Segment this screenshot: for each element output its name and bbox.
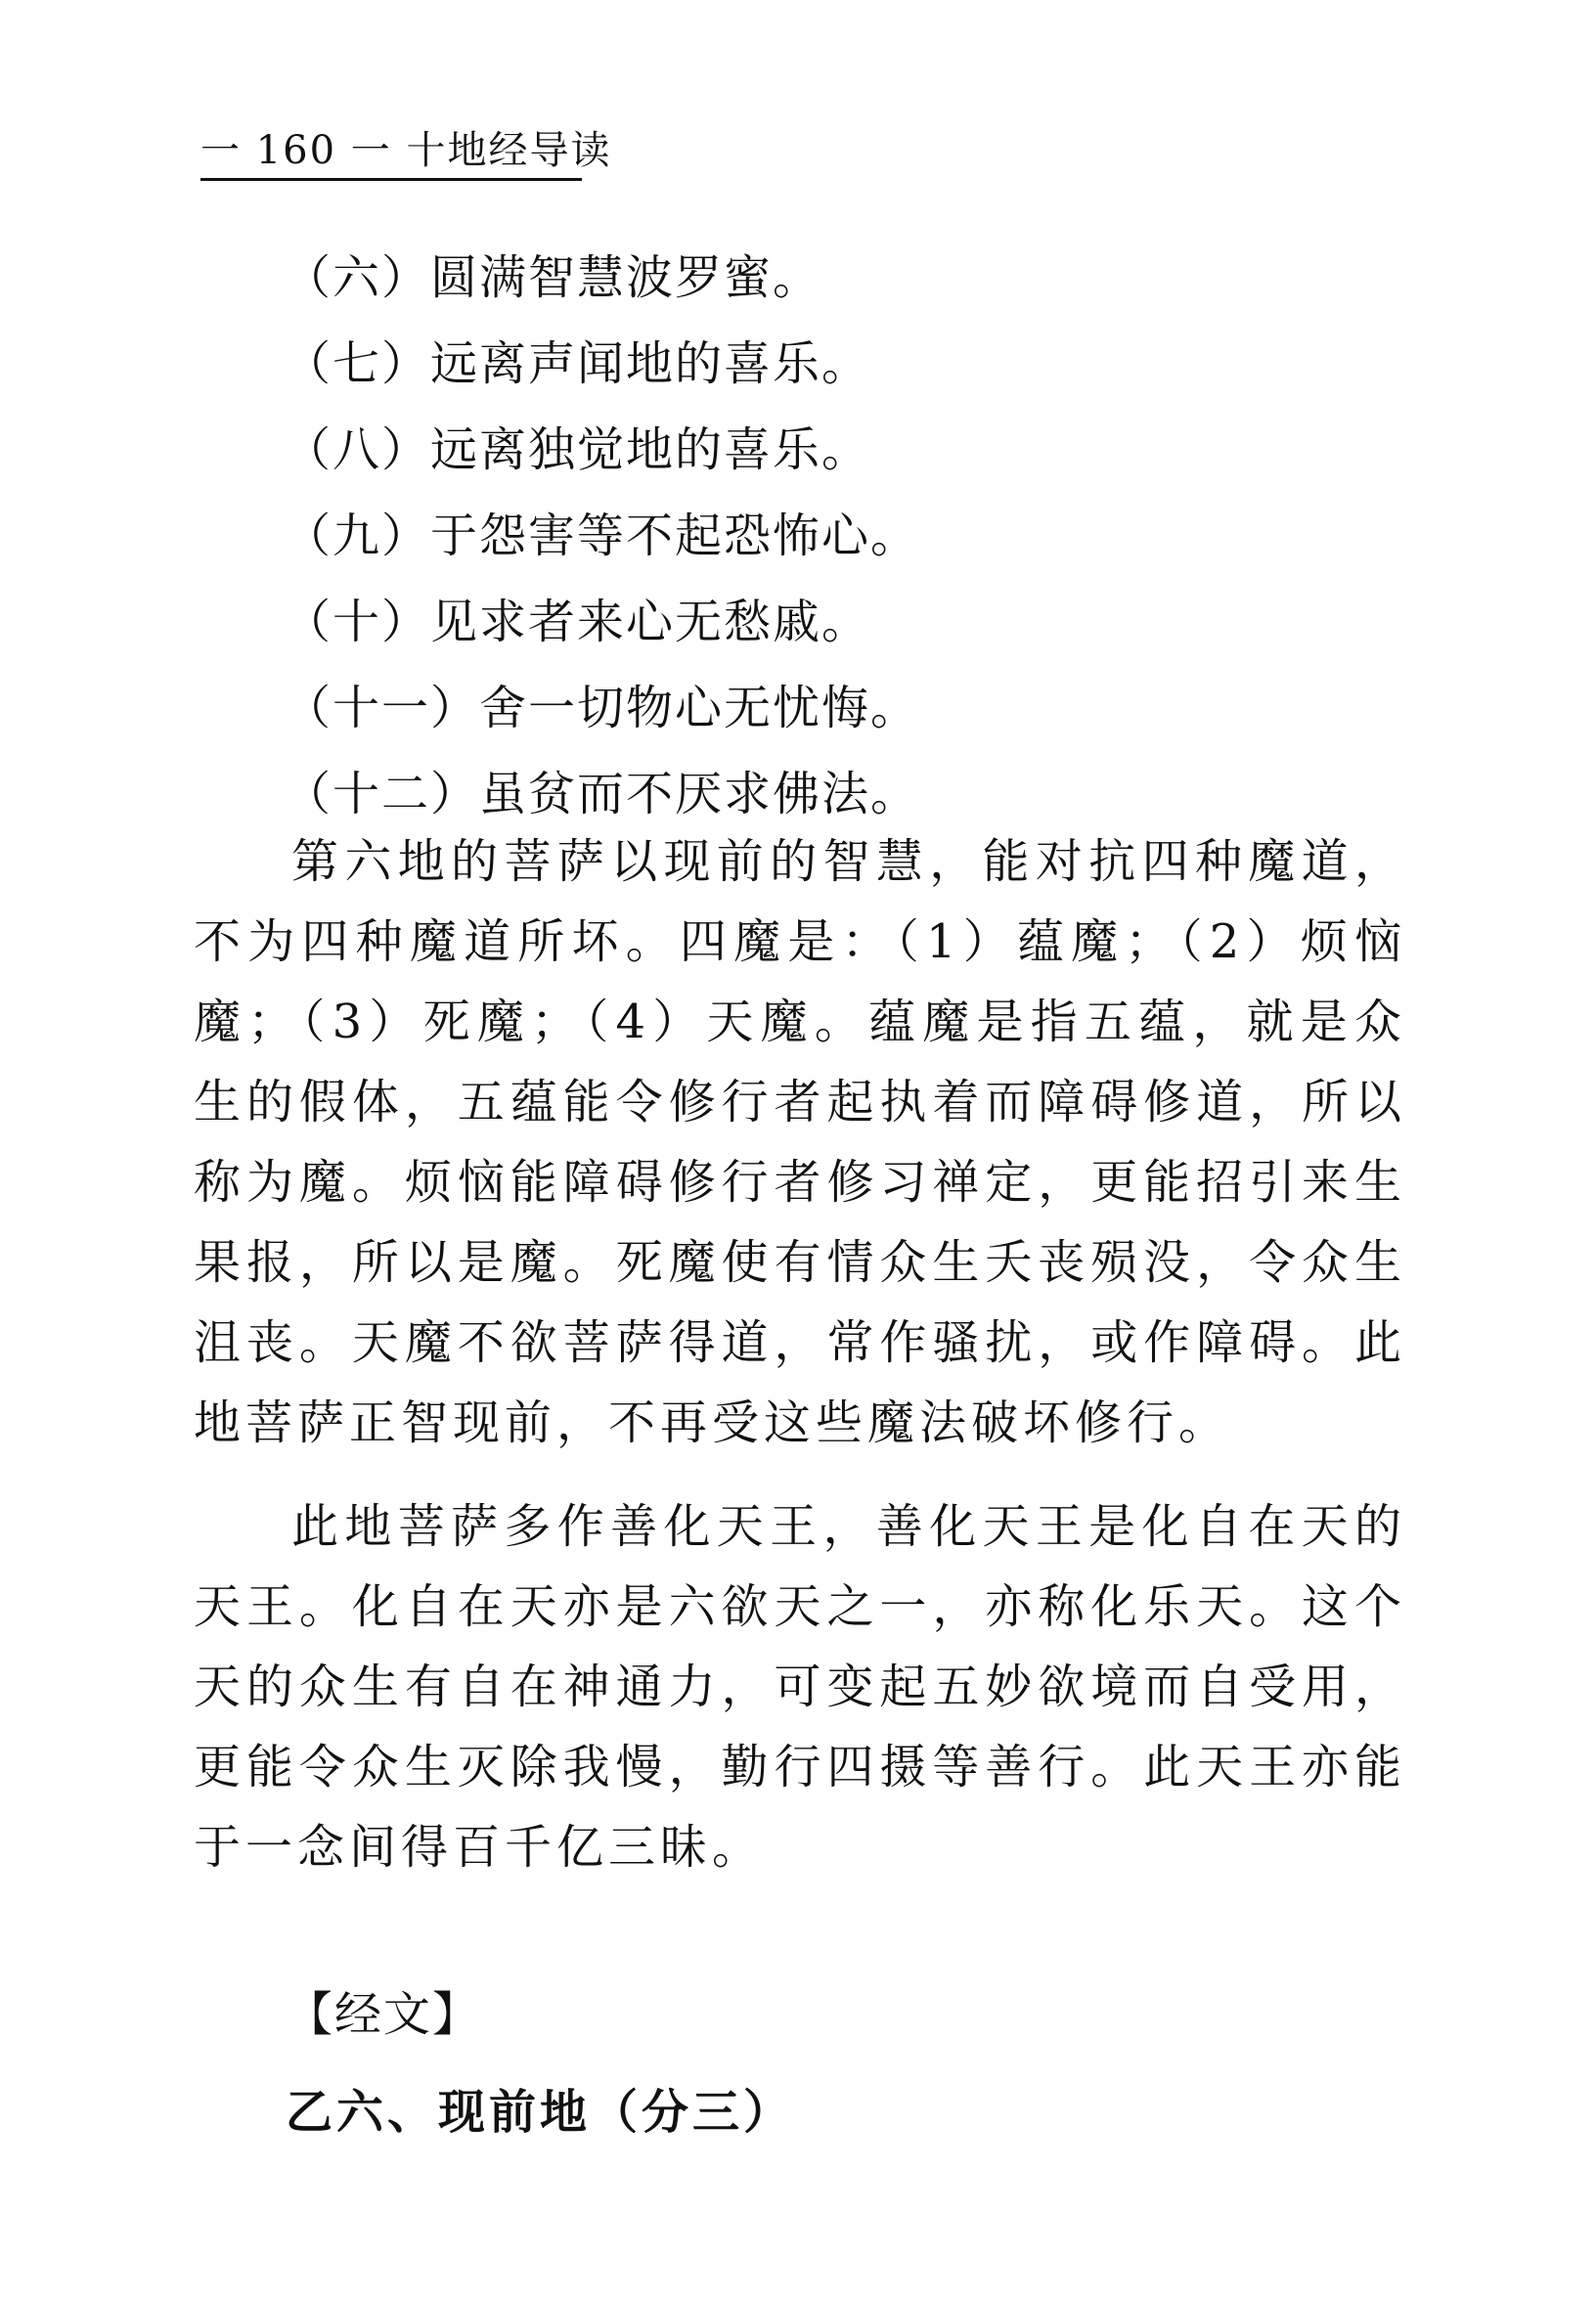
list-item: （十）见求者来心无愁戚。 xyxy=(284,595,871,649)
body-paragraph: 此地菩萨多作善化天王，善化天王是化自在天的天王。化自在天亦是六欲天之一，亦称化乐天。这个天的众生有自在神通力，可变起五妙欲境而自受用，更能令众生灭除我慢，勤行四摄等善行。此天王亦能于一念间得百千亿三昧。 xyxy=(194,1499,1406,1875)
numbered-list xyxy=(284,235,1457,837)
list-item: （六）圆满智慧波罗蜜。 xyxy=(284,250,822,305)
list-item: （七）远离声闻地的喜乐。 xyxy=(284,336,871,391)
list-item: （十一）舍一切物心无忧悔。 xyxy=(284,681,920,735)
section-label: 【经文】 xyxy=(286,1987,482,2042)
header-rule xyxy=(200,178,582,181)
section-heading: 乙六、现前地（分三） xyxy=(286,2085,795,2140)
list-item: （八）远离独觉地的喜乐。 xyxy=(284,422,871,477)
body-paragraph: 第六地的菩萨以现前的智慧，能对抗四种魔道，不为四种魔道所坏。四魔是：（1）蕴魔；（2）烦恼魔；（3）死魔；（4）天魔。蕴魔是指五蕴，就是众生的假体，五蕴能令修行者起执着而障碍修道，所以称为魔。烦恼能障碍修行者修习禅定，更能招引来生果报，所以是魔。死魔使有情众生夭丧殒没，令众生沮丧。天魔不欲菩萨得道，常作骚扰，或作障碍。此地菩萨正智现前，不再受这些魔法破坏修行。 xyxy=(194,834,1406,1450)
list-item: （九）于怨害等不起恐怖心。 xyxy=(284,509,920,563)
running-header: 一 160 一 十地经导读 xyxy=(200,128,612,173)
list-item: （十二）虽贫而不厌求佛法。 xyxy=(284,767,920,821)
